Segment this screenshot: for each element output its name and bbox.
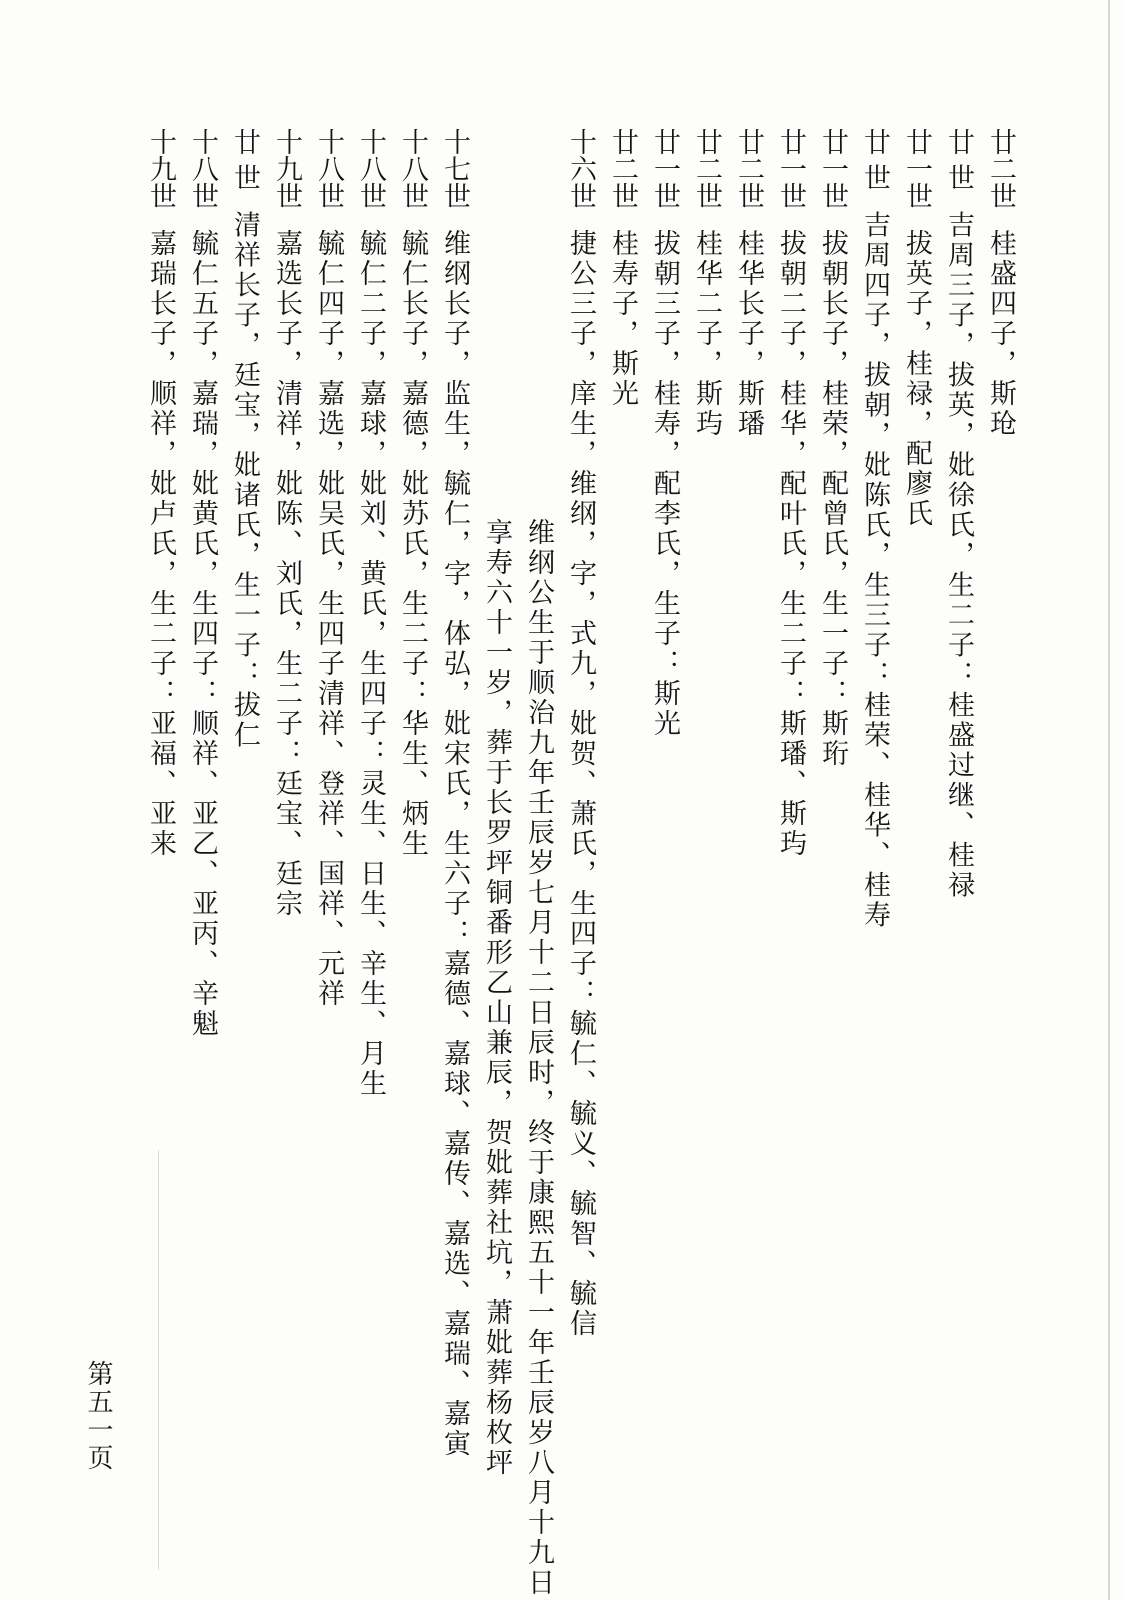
entry-column [983, 128, 1017, 439]
generation-label [815, 128, 849, 209]
entry-text: 吉周三子，拔英，妣徐氏，生二子：桂盛过继、桂禄 [943, 210, 974, 901]
generation-label [185, 128, 219, 209]
note-line-2: 享寿六十一岁，葬于长罗坪铜番形乙山兼辰，贺妣葬社坑，萧妣葬杨枚坪 [481, 518, 512, 1478]
entry-column [647, 128, 681, 739]
generation-label [143, 128, 177, 209]
generation-label [605, 128, 639, 209]
generation-label [395, 128, 429, 209]
entry-text: 嘉选长子，清祥，妣陈、刘氏，生二子：廷宝、廷宗 [271, 229, 302, 919]
generation-text: 十八世 [313, 128, 344, 209]
entry-text: 吉周四子，拔朝，妣陈氏，生三子：桂荣、桂华、桂寿 [859, 210, 890, 931]
generation-text: 廿二世 [607, 128, 638, 209]
generation-label [353, 128, 387, 209]
page-number: 第五一页 [83, 1360, 113, 1472]
entry-text: 清祥长子，廷宝，妣诸氏，生一子：拔仁 [229, 210, 260, 751]
entry-text: 嘉瑞长子，顺祥，妣卢氏，生二子：亚福、亚来 [145, 229, 176, 859]
generation-label [269, 128, 303, 209]
entry-column [395, 128, 429, 859]
entry-text: 桂华长子，斯璠 [733, 229, 764, 439]
entry-text: 拔英子，桂禄，配廖氏 [901, 229, 932, 529]
entry-column [941, 128, 975, 901]
entry-text: 拔朝三子，桂寿，配李氏，生子：斯光 [649, 229, 680, 739]
entry-column [563, 128, 597, 1339]
entry-column [143, 128, 177, 859]
entry-text: 毓仁五子，嘉瑞，妣黄氏，生四子：顺祥、亚乙、亚丙、辛魁 [187, 229, 218, 1039]
generation-label [563, 128, 597, 209]
entry-text: 桂盛四子，斯玱 [985, 229, 1016, 439]
entry-column [857, 128, 891, 931]
generation-text: 廿一世 [817, 128, 848, 209]
entry-column [353, 128, 387, 1099]
entry-text: 毓仁长子，嘉德，妣苏氏，生二子：华生、炳生 [397, 229, 428, 859]
generation-text: 十八世 [187, 128, 218, 209]
generation-label [689, 128, 723, 209]
entry-text: 桂寿子，斯光 [607, 229, 638, 409]
entry-column [815, 128, 849, 769]
generation-text: 廿 世 [229, 128, 260, 191]
entry-text: 维纲长子，监生，毓仁，字，体弘，妣宋氏，生六子：嘉德、嘉球、嘉传、嘉选、嘉瑞、嘉寅 [439, 229, 470, 1459]
generation-label [857, 128, 891, 191]
generation-label [899, 128, 933, 209]
generation-text: 十六世 [565, 128, 596, 209]
generation-text: 廿二世 [985, 128, 1016, 209]
generation-label [311, 128, 345, 209]
generation-text: 廿 世 [859, 128, 890, 191]
entry-text: 桂华二子，斯玙 [691, 229, 722, 439]
generation-label [941, 128, 975, 191]
generation-text: 十七世 [439, 128, 470, 209]
generation-text: 廿二世 [691, 128, 722, 209]
generation-text: 十八世 [355, 128, 386, 209]
entry-column [605, 128, 639, 409]
entry-column [731, 128, 765, 439]
generation-label [647, 128, 681, 209]
generation-label [773, 128, 807, 209]
generation-label [227, 128, 261, 191]
generation-text: 廿一世 [901, 128, 932, 209]
note-line-1: 维纲公生于顺治九年壬辰岁七月十二日辰时，终于康熙五十一年壬辰岁八月十九日 [523, 518, 554, 1598]
generation-label [731, 128, 765, 209]
entry-column [311, 128, 345, 1009]
generation-text: 廿一世 [649, 128, 680, 209]
entry-column [437, 128, 471, 1459]
entry-text: 毓仁四子，嘉选，妣吴氏，生四子清祥、登祥、国祥、元祥 [313, 229, 344, 1009]
entry-text: 毓仁二子，嘉球，妣刘、黄氏，生四子：灵生、日生、辛生、月生 [355, 229, 386, 1099]
generation-label [437, 128, 471, 209]
entry-column [689, 128, 723, 439]
entry-column [227, 128, 261, 751]
generation-text: 廿二世 [733, 128, 764, 209]
generation-text: 十八世 [397, 128, 428, 209]
entry-column [899, 128, 933, 529]
entry-column [185, 128, 219, 1039]
generation-text: 廿 世 [943, 128, 974, 191]
entry-column [773, 128, 807, 859]
generation-label [983, 128, 1017, 209]
generation-text: 十九世 [145, 128, 176, 209]
scan-edge-mark [158, 1150, 159, 1570]
generation-text: 十九世 [271, 128, 302, 209]
binding-edge-line [1108, 0, 1110, 1600]
entry-text: 拔朝长子，桂荣，配曾氏，生一子：斯珩 [817, 229, 848, 769]
entry-column [269, 128, 303, 919]
entry-text: 拔朝二子，桂华，配叶氏，生二子：斯璠、斯玙 [775, 229, 806, 859]
generation-text: 廿一世 [775, 128, 806, 209]
entry-text: 捷公三子，庠生，维纲，字，式九，妣贺、萧氏，生四子：毓仁、毓义、毓智、毓信 [565, 229, 596, 1339]
